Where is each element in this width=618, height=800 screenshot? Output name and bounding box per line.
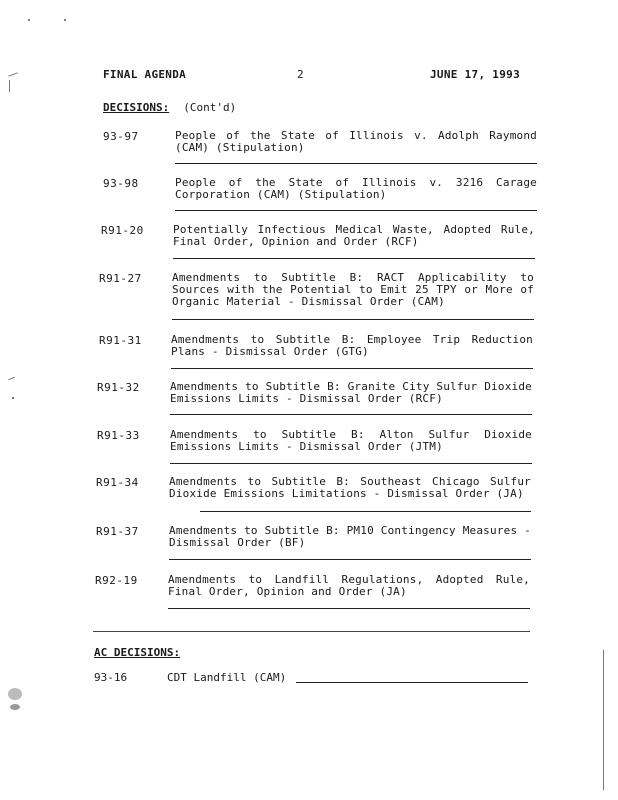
case-number: R92-19 [95,574,138,587]
case-description: Amendments to Subtitle B: Granite City Sulfur Dioxide Emissions Limits - Dismissal Order (RCF) [170,380,532,405]
scan-edge [603,650,604,790]
agenda-date: JUNE 17, 1993 [430,68,520,81]
scan-smudge [10,704,20,710]
signature-line [171,368,533,369]
case-description: Amendments to Subtitle B: Southeast Chicago Sulfur Dioxide Emissions Limitations - Dismissal Order (JA) [169,475,531,500]
decisions-continued: (Cont'd) [183,101,237,114]
signature-line [170,414,532,415]
signature-line [175,210,537,211]
case-number: R91-33 [97,429,140,442]
scan-mark [8,72,18,76]
scan-speck [64,19,66,21]
scan-speck [28,19,30,21]
case-description: Amendments to Subtitle B: RACT Applicability to Sources with the Potential to Emit 25 TPY or More of Organic Material - Dismissal Order (CAM) [172,271,534,308]
case-description: Amendments to Subtitle B: PM10 Contingency Measures - Dismissal Order (BF) [169,524,531,549]
scan-smudge [8,688,22,700]
signature-line [169,559,531,560]
signature-line [175,163,537,164]
case-description: People of the State of Illinois v. Adolph Raymond (CAM) (Stipulation) [175,129,537,154]
ac-signature-line [296,682,528,683]
case-number: R91-34 [96,476,139,489]
signature-line [170,463,532,464]
scan-speck [12,397,14,399]
decisions-heading [103,101,236,114]
agenda-title: FINAL AGENDA [103,68,187,81]
case-number: R91-32 [97,381,140,394]
case-description: Amendments to Subtitle B: Employee Trip Reduction Plans - Dismissal Order (GTG) [171,333,533,358]
case-number: R91-31 [99,334,142,347]
case-description: Amendments to Landfill Regulations, Adopted Rule, Final Order, Opinion and Order (JA) [168,573,530,598]
signature-line [173,258,535,259]
case-description: Potentially Infectious Medical Waste, Adopted Rule, Final Order, Opinion and Order (RCF) [173,223,535,248]
ac-case-description: CDT Landfill (CAM) [167,671,287,684]
case-number: R91-37 [96,525,139,538]
scan-mark [8,377,15,381]
decisions-title: DECISIONS: [103,101,170,114]
case-number: R91-20 [101,224,144,237]
case-description: Amendments to Subtitle B: Alton Sulfur Dioxide Emissions Limits - Dismissal Order (JTM) [170,428,532,453]
section-separator [93,631,530,632]
case-number: 93-97 [103,130,139,143]
ac-case-number: 93-16 [94,671,128,684]
signature-line [200,511,531,512]
signature-line [168,608,530,609]
case-number: 93-98 [103,177,139,190]
case-description: People of the State of Illinois v. 3216 Carage Corporation (CAM) (Stipulation) [175,176,537,201]
signature-line [172,319,534,320]
scan-mark [9,80,10,92]
ac-decisions-title: AC DECISIONS: [94,646,181,659]
case-number: R91-27 [99,272,142,285]
page-number: 2 [297,68,304,81]
